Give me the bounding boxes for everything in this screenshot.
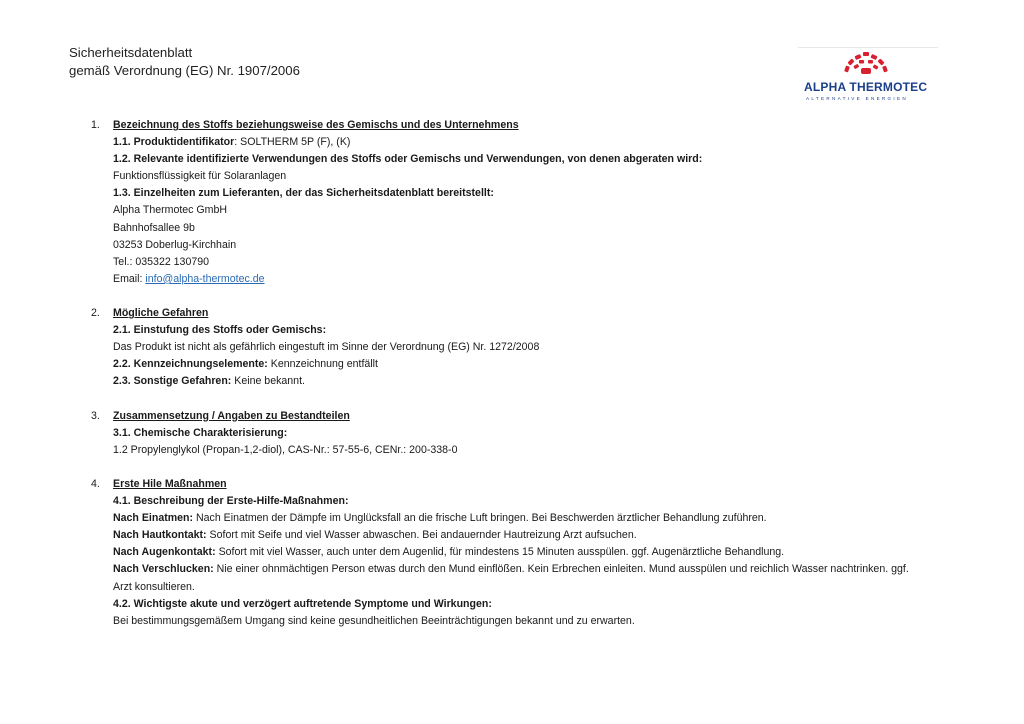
company-name: Alpha Thermotec GmbH: [113, 204, 228, 217]
company-street: Bahnhofsallee 9b: [113, 221, 195, 234]
field-label: Nach Einatmen:: [113, 512, 194, 525]
field-value: Bei bestimmungsgemäßem Umgang sind keine gesundheitlichen Beeinträchtigungen bekannt und zu erwarten.: [113, 614, 635, 627]
section-number: 4.: [91, 477, 100, 490]
section-4: [91, 476, 921, 630]
subheading: 1.3. Einzelheiten zum Lieferanten, der das Sicherheitsdatenblatt bereitstellt:: [113, 187, 494, 200]
field-label: 2.3. Sonstige Gefahren:: [113, 375, 232, 388]
email-link[interactable]: info@alpha-thermotec.de: [145, 272, 265, 285]
field-value: Sofort mit viel Wasser, auch unter dem Augenlid, für mindestens 15 Minuten ausspülen. ggf. Augenärztliche Behandlung.: [215, 546, 785, 559]
company-logo: [798, 47, 938, 105]
document-title: Sicherheitsdatenblatt: [69, 45, 193, 60]
logo-sun-icon: [798, 47, 938, 81]
paragraph: [113, 134, 921, 151]
document-header: [69, 44, 300, 80]
subheading: 2.1. Einstufung des Stoffs oder Gemischs:: [113, 324, 327, 337]
section-title: Mögliche Gefahren: [113, 307, 209, 320]
section-title: Erste Hile Maßnahmen: [113, 477, 227, 490]
field-value: Sofort mit Seife und viel Wasser abwaschen. Bei andauernder Hautreizung Arzt aufsuchen.: [206, 529, 637, 542]
document-body: [91, 117, 921, 630]
field-value: Nach Einatmen der Dämpfe im Unglücksfall an die frische Luft bringen. Bei Beschwerden ärztlicher Behandlung zuführen.: [193, 512, 767, 525]
company-email-line: [113, 271, 921, 288]
company-city: 03253 Doberlug-Kirchhain: [113, 238, 237, 251]
field-value: : SOLTHERM 5P (F), (K): [234, 136, 351, 149]
spacer: [91, 288, 921, 305]
subheading: 1.2. Relevante identifizierte Verwendungen des Stoffs oder Gemischs und Verwendungen, von denen abgeraten wird:: [113, 153, 703, 166]
field-value: Kennzeichnung entfällt: [267, 358, 378, 371]
field-label: Nach Verschlucken:: [113, 563, 214, 576]
field-label: 2.2. Kennzeichnungselemente:: [113, 358, 268, 371]
field-label: 1.1. Produktidentifikator: [113, 136, 235, 149]
logo-tagline: ALTERNATIVE ENERGIEN: [806, 96, 908, 101]
paragraph: [113, 527, 921, 544]
field-value: Keine bekannt.: [231, 375, 305, 388]
subheading: 4.1. Beschreibung der Erste-Hilfe-Maßnahmen:: [113, 495, 349, 508]
section-title: Zusammensetzung / Angaben zu Bestandteilen: [113, 409, 350, 422]
document-subtitle: gemäß Verordnung (EG) Nr. 1907/2006: [69, 63, 300, 78]
field-label: Nach Augenkontakt:: [113, 546, 216, 559]
section-number: 1.: [91, 119, 100, 131]
logo-brand-text: ALPHA THERMOTEC: [804, 80, 928, 94]
section-title: Bezeichnung des Stoffs beziehungsweise des Gemischs und des Unternehmens: [113, 119, 519, 131]
paragraph: [113, 373, 921, 390]
company-phone: Tel.: 035322 130790: [113, 255, 210, 268]
section-number: 2.: [91, 307, 100, 320]
field-value: Das Produkt ist nicht als gefährlich eingestuft im Sinne der Verordnung (EG) Nr. 1272/2008: [113, 341, 540, 354]
section-2: [91, 305, 921, 390]
spacer: [91, 459, 921, 476]
field-label: Nach Hautkontakt:: [113, 529, 207, 542]
section-3: [91, 408, 921, 459]
section-1: [91, 117, 921, 288]
subheading: 4.2. Wichtigste akute und verzögert auftretende Symptome und Wirkungen:: [113, 597, 492, 610]
email-label: Email:: [113, 272, 146, 285]
paragraph: [113, 561, 921, 595]
paragraph: [113, 356, 921, 373]
field-value: Nie einer ohnmächtigen Person etwas durch den Mund einflößen. Kein Erbrechen einleiten. Mund ausspülen und reichlich Wasser nachtrinken. ggf. Arzt konsultieren.: [113, 563, 909, 593]
paragraph: [113, 510, 921, 527]
field-value: Funktionsflüssigkeit für Solaranlagen: [113, 170, 287, 183]
spacer: [91, 391, 921, 408]
section-number: 3.: [91, 409, 100, 422]
subheading: 3.1. Chemische Charakterisierung:: [113, 426, 288, 439]
paragraph: [113, 544, 921, 561]
field-value: 1.2 Propylenglykol (Propan-1,2-diol), CAS-Nr.: 57-55-6, CENr.: 200-338-0: [113, 443, 458, 456]
